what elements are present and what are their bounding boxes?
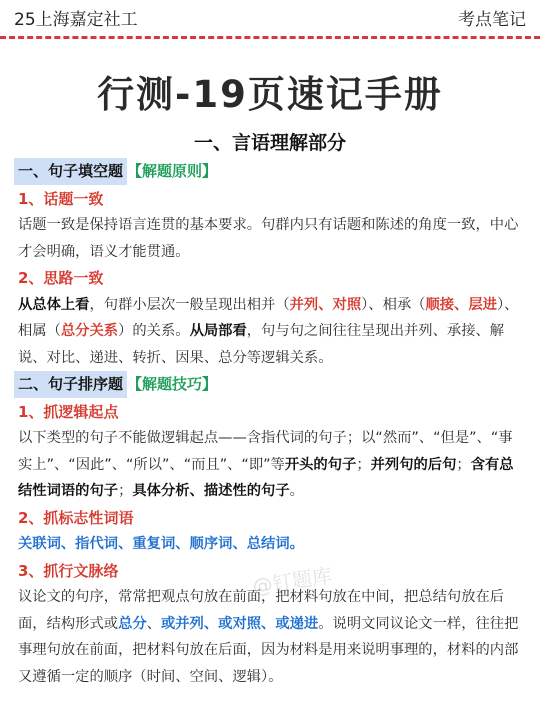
t7: ；	[118, 483, 133, 499]
header-left: 25上海嘉定社工	[14, 9, 138, 30]
part1-item2-text	[18, 292, 524, 372]
page-title: 行测-19页速记手册	[97, 73, 443, 116]
part1-tag: 【解题原则】	[127, 162, 218, 180]
t9: 。	[289, 483, 304, 499]
part2-tag: 【解题技巧】	[127, 375, 218, 393]
section-title: 一、言语理解部分	[193, 132, 346, 154]
t5: ；	[456, 456, 471, 473]
s3: 并列、对照	[289, 296, 362, 313]
part2-heading: 二、句子排序题	[14, 371, 127, 398]
watermark: @钉题库	[250, 563, 334, 599]
u4: 或并列、或对照、或递进	[160, 615, 319, 632]
s8: ）的关系。	[118, 323, 190, 339]
s2: ，句群小层次一般呈现出相并（	[89, 296, 290, 313]
part2-item1-text	[18, 425, 524, 505]
s9: 从局部看	[189, 323, 247, 339]
part1-heading-row	[18, 158, 524, 186]
part2-heading-row	[18, 371, 524, 399]
header-bar	[0, 0, 540, 34]
t2: 开头的句子	[284, 456, 357, 473]
part2-item2-text: 关联词、指代词、重复词、顺序词、总结词。	[18, 536, 304, 552]
s1: 从总体上看	[18, 296, 90, 313]
s10: ，句与句之间往往呈现出并列、承接、解说、对比、递进、转折、因果、总分等逻辑关系。	[18, 323, 505, 366]
u5: 。说明文同议论文一样，往往把事理句放在前面，把材料句放在后面，因为材料是用来说明事理的，材料的内部又遵循一定的顺序（时间、空间、逻辑）。	[18, 615, 519, 685]
u2: 总分	[118, 615, 147, 632]
part1-heading: 一、句子填空题	[14, 158, 127, 185]
t3: ；	[356, 456, 371, 473]
s4: ）、相承（	[361, 296, 426, 313]
t1: 以下类型的句子不能做逻辑起点——含指代词的句子；以“然而”、“但是”、“事实上”、“因此”、“所以”、“而且”、“即”等	[18, 430, 513, 473]
u3: 、	[146, 615, 161, 632]
part2-item3-title: 3、抓行文脉络	[18, 561, 119, 580]
s5: 顺接、层进	[425, 296, 497, 313]
content	[18, 158, 524, 690]
part1-item1-text: 话题一致是保持语言连贯的基本要求。句群内只有话题和陈述的角度一致，中心才会明确，语义才能贯通。	[18, 217, 519, 260]
s6: ）、相属（	[18, 296, 519, 339]
t6: 含有总结性词语的句子	[18, 456, 514, 499]
t8: 具体分析、描述性的句子	[132, 483, 290, 499]
part1-item2-title: 2、思路一致	[18, 269, 104, 287]
s7: 总分关系	[60, 323, 119, 339]
t4: 并列句的后句	[370, 456, 457, 473]
part2-item2-title: 2、抓标志性词语	[18, 508, 134, 527]
dashed-divider	[0, 36, 540, 39]
part2-item1-title: 1、抓逻辑起点	[18, 402, 119, 421]
header-right: 考点笔记	[458, 9, 526, 30]
part2-item3-text	[18, 584, 524, 690]
u1: 议论文的句序，常常把观点句放在前面，把材料句放在中间，把总结句放在后面，结构形式或	[18, 589, 505, 632]
part1-item1-title: 1、话题一致	[18, 189, 104, 208]
